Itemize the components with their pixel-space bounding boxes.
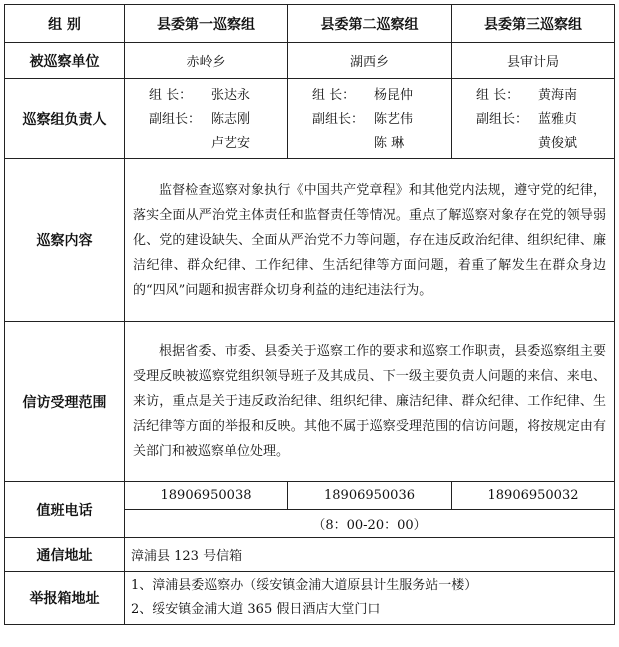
deputy-key: 副组长： [149, 111, 202, 127]
group-1-leader: 张达永 [211, 87, 251, 103]
leader-key: 组 长： [312, 87, 356, 103]
mailing-label: 通信地址 [5, 538, 125, 572]
inspected-units-label: 被巡察单位 [5, 43, 125, 79]
header-row [5, 5, 615, 43]
report-box-row [5, 572, 615, 625]
group-1-leaders [125, 79, 288, 159]
group-3-leader: 黄海南 [538, 87, 578, 103]
mailing-row [5, 538, 615, 572]
report-box-item-2: 2、绥安镇金浦大道 365 假日酒店大堂门口 [131, 602, 381, 617]
group-3-deputy-1: 蓝雅贞 [538, 111, 578, 127]
inspected-unit-1: 赤岭乡 [125, 43, 288, 79]
group-2-leader: 杨昆仲 [374, 87, 414, 103]
group-2-title: 县委第二巡察组 [288, 5, 452, 43]
phone-1: 18906950038 [125, 482, 288, 510]
group-label: 组 别 [5, 5, 125, 43]
mailing-value: 漳浦县 123 号信箱 [125, 538, 615, 572]
group-3-title: 县委第三巡察组 [452, 5, 615, 43]
inspected-units-row [5, 43, 615, 79]
report-box-list [125, 572, 615, 625]
content-text: 监督检查巡察对象执行《中国共产党章程》和其他党内法规，遵守党的纪律，落实全面从严治党主体责任和监督责任等情况。重点了解巡察对象存在党的领导弱化、党的建设缺失、全面从严治党不力等问题，存在违反政治纪律、组织纪律、廉洁纪律、群众纪律、工作纪律、生活纪律等方面问题，着重了解发生在群众身边的“四风”问题和损害群众切身利益的违纪违法行为。 [125, 159, 615, 322]
phone-3: 18906950032 [452, 482, 615, 510]
phone-row [5, 482, 615, 510]
petition-text: 根据省委、市委、县委关于巡察工作的要求和巡察工作职责，县委巡察组主要受理反映被巡察党组织领导班子及其成员、下一级主要负责人问题的来信、来电、来访，重点是关于违反政治纪律、组织纪律、廉洁纪律、群众纪律、工作纪律、生活纪律等方面的举报和反映。其他不属于巡察受理范围的信访问题，将按规定由有关部门和被巡察单位处理。 [125, 322, 615, 482]
phone-label: 值班电话 [5, 482, 125, 538]
deputy-key: 副组长： [476, 111, 529, 127]
petition-label: 信访受理范围 [5, 322, 125, 482]
report-box-label: 举报箱地址 [5, 572, 125, 625]
content-row [5, 159, 615, 322]
group-1-deputy-1: 陈志刚 [211, 111, 251, 127]
group-3-leaders [452, 79, 615, 159]
leaders-label: 巡察组负责人 [5, 79, 125, 159]
leader-key: 组 长： [476, 87, 520, 103]
petition-row [5, 322, 615, 482]
inspection-info-table [4, 4, 615, 625]
leaders-row [5, 79, 615, 159]
leader-key: 组 长： [149, 87, 193, 103]
deputy-key: 副组长： [312, 111, 365, 127]
inspected-unit-2: 湖西乡 [288, 43, 452, 79]
group-1-title: 县委第一巡察组 [125, 5, 288, 43]
inspected-unit-3: 县审计局 [452, 43, 615, 79]
group-2-deputy-2: 陈 琳 [374, 135, 405, 151]
phone-2: 18906950036 [288, 482, 452, 510]
group-1-deputy-2: 卢艺安 [211, 135, 251, 151]
phone-hours: （8：00-20：00） [125, 510, 615, 538]
group-2-leaders [288, 79, 452, 159]
group-3-deputy-2: 黄俊斌 [538, 135, 578, 151]
content-label: 巡察内容 [5, 159, 125, 322]
group-2-deputy-1: 陈艺伟 [374, 111, 414, 127]
report-box-item-1: 1、漳浦县委巡察办（绥安镇金浦大道原县计生服务站一楼） [131, 578, 478, 593]
